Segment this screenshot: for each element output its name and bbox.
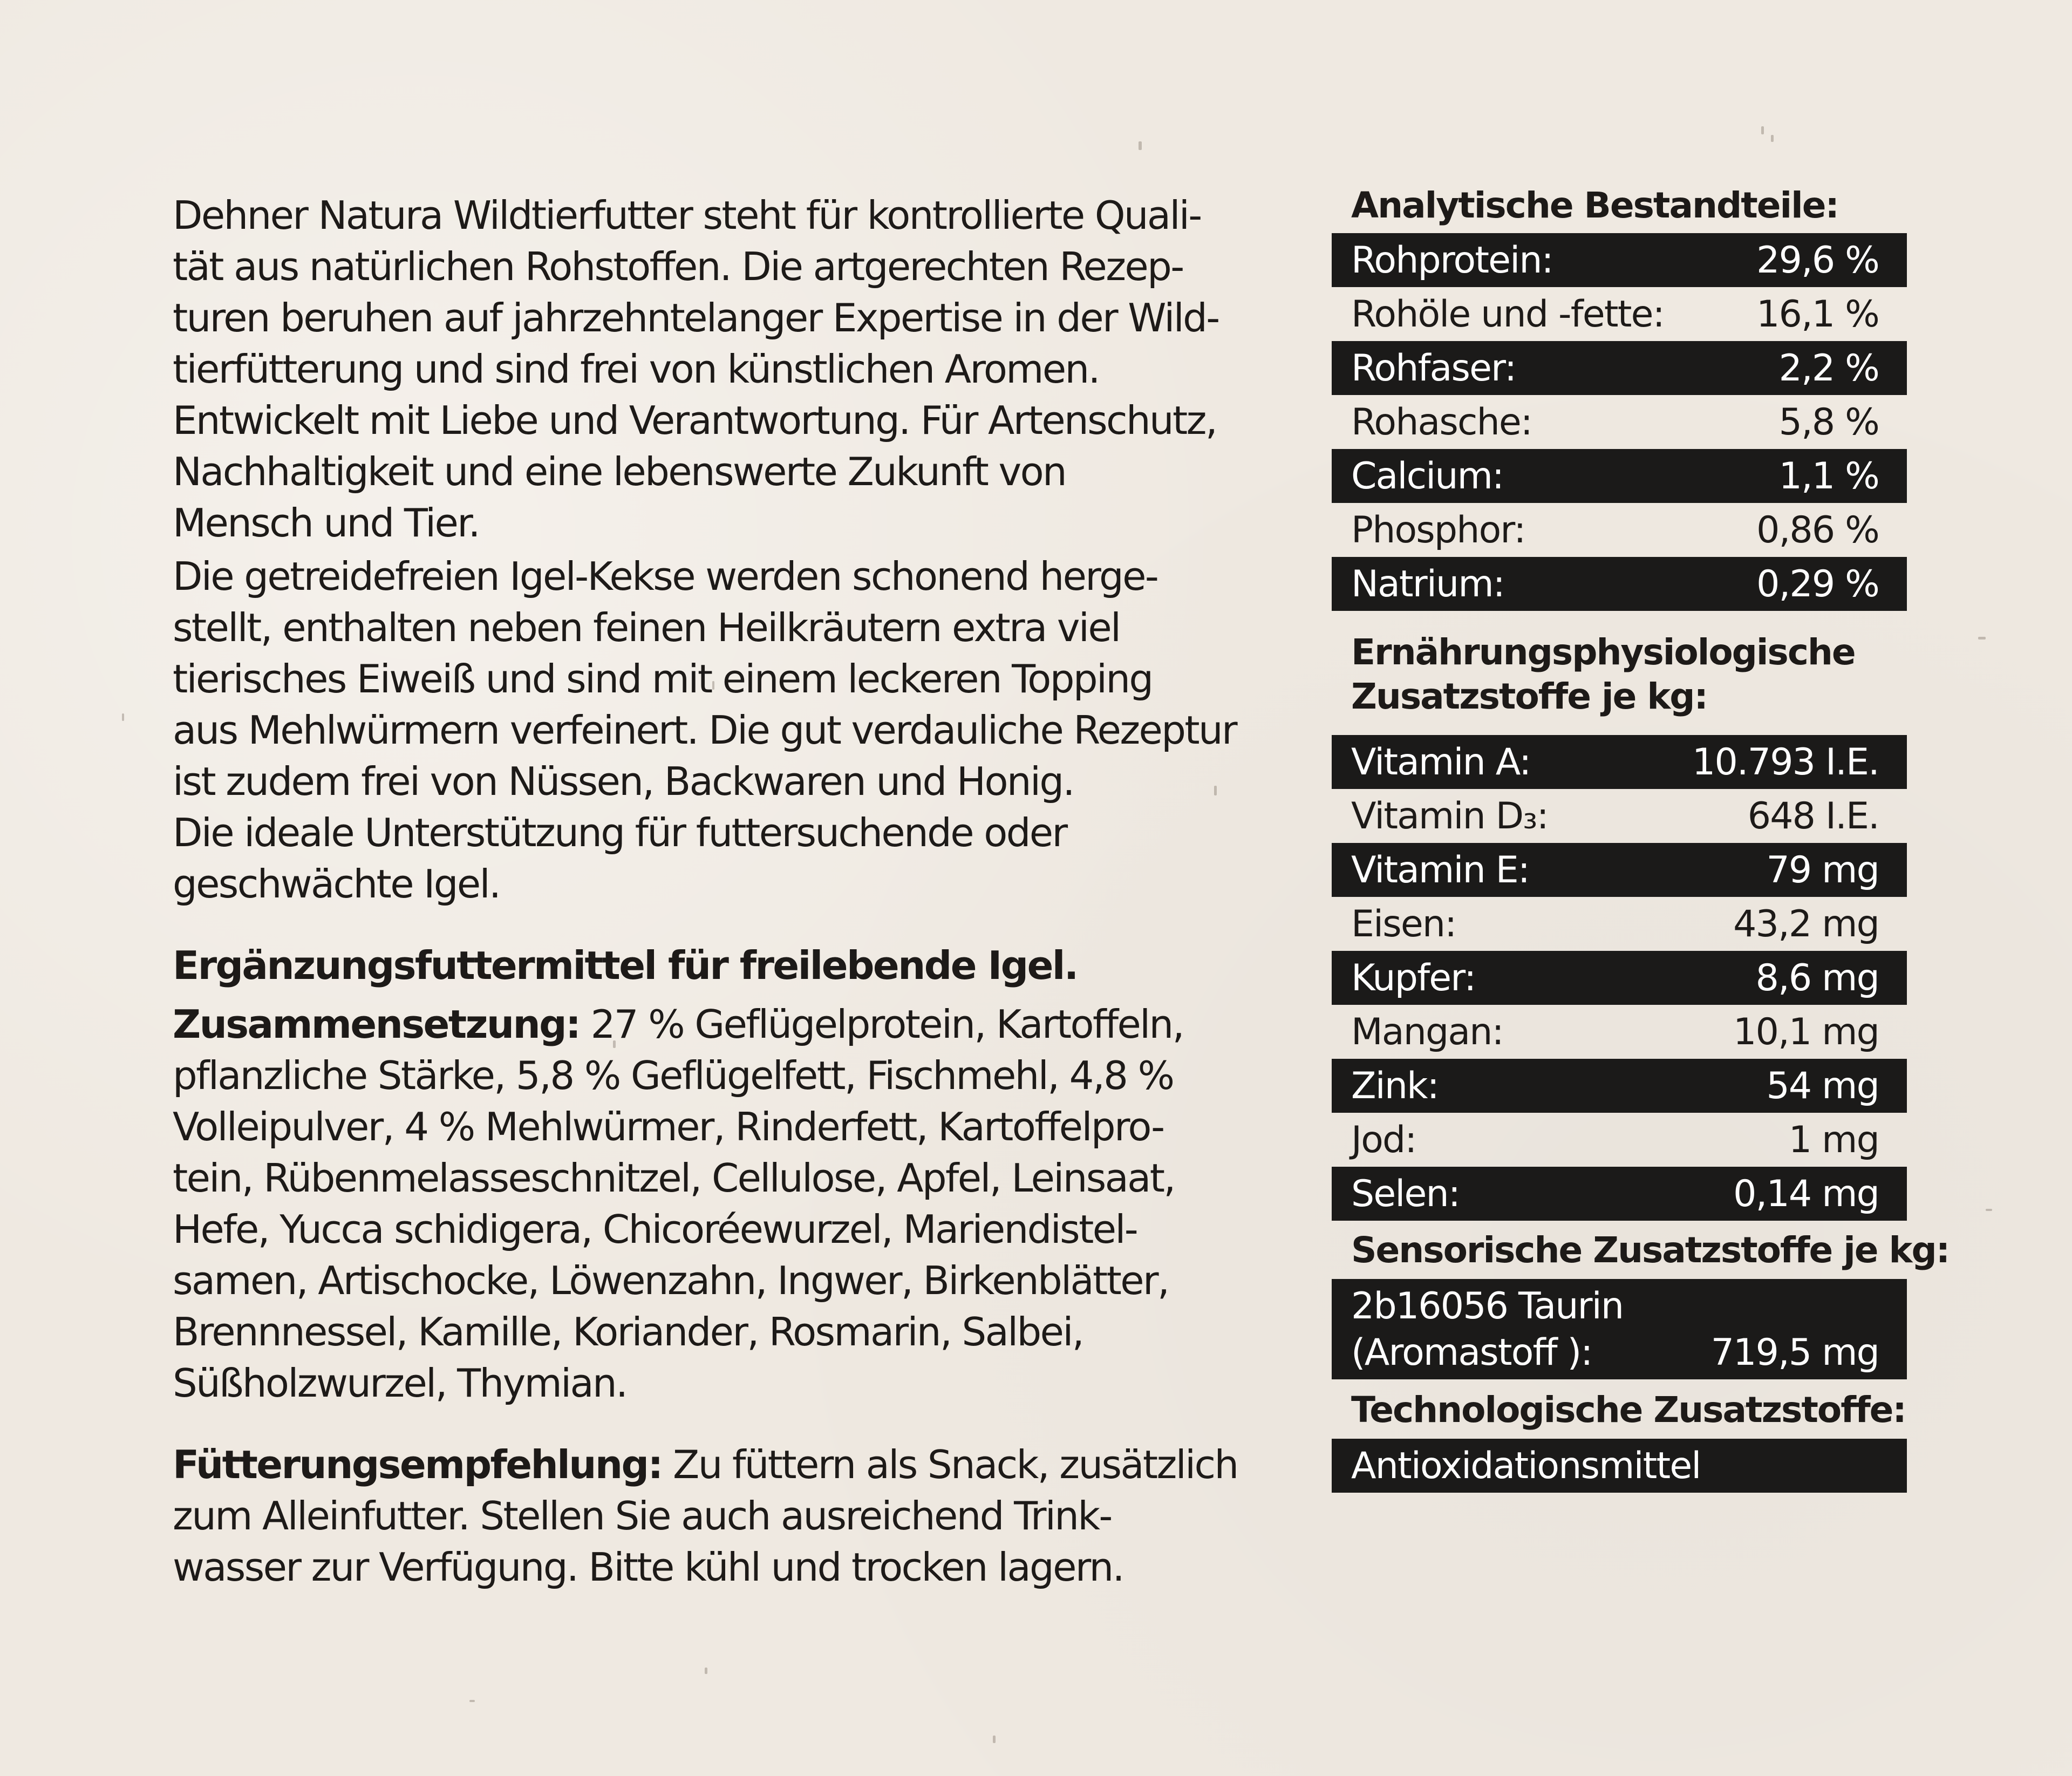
paper-fleck xyxy=(122,713,124,721)
table-row xyxy=(1332,735,1907,789)
composition-first-line xyxy=(173,999,1209,1050)
text-line: tierfütterung und sind frei von künstlichen Aromen. xyxy=(173,346,1099,392)
row-value: 2,2 % xyxy=(1778,346,1879,390)
nutrition-column xyxy=(1332,183,1950,1493)
table-row xyxy=(1332,287,1907,341)
analytical-table xyxy=(1332,233,1907,611)
table-row xyxy=(1332,503,1907,557)
paper-fleck xyxy=(993,1736,996,1743)
brand-description xyxy=(173,190,1219,549)
paper-fleck xyxy=(1214,786,1217,795)
row-label: Vitamin A: xyxy=(1351,740,1531,784)
nutritional-additives-table xyxy=(1332,735,1907,1221)
text-line: Die ideale Unterstützung für futtersuchende oder xyxy=(173,810,1067,855)
row-label: Natrium: xyxy=(1351,562,1504,605)
paper-fleck xyxy=(1139,141,1142,150)
row-value: 648 I.E. xyxy=(1747,794,1879,838)
sensory-additives-row xyxy=(1332,1279,1907,1379)
row-value: 10,1 mg xyxy=(1733,1010,1879,1053)
text-line: turen beruhen auf jahrzehntelanger Expertise in der Wild- xyxy=(173,295,1219,341)
row-label: Eisen: xyxy=(1351,902,1456,945)
table-row xyxy=(1332,557,1907,611)
text-line: Volleipulver, 4 % Mehlwürmer, Rinderfett, Kartoffelpro- xyxy=(173,1104,1164,1149)
row-label: (Aromastoff ): xyxy=(1351,1331,1592,1374)
text-line: aus Mehlwürmern verfeinert. Die gut verdauliche Rezeptur xyxy=(173,707,1236,753)
text-line: Süßholzwurzel, Thymian. xyxy=(173,1360,627,1406)
paper-fleck xyxy=(1986,1209,1992,1211)
row-value: 43,2 mg xyxy=(1733,902,1879,945)
text-line: pflanzliche Stärke, 5,8 % Geflügelfett, Fischmehl, 4,8 % xyxy=(173,1053,1174,1098)
row-value: 0,86 % xyxy=(1756,508,1879,552)
heading-line: Ernährungsphysiologische xyxy=(1351,631,1855,673)
text-line: geschwächte Igel. xyxy=(173,861,500,907)
product-type xyxy=(173,940,1209,991)
table-row xyxy=(1332,449,1907,503)
table-row xyxy=(1332,341,1907,395)
text-line: tät aus natürlichen Rohstoffen. Die artgerechten Rezep- xyxy=(173,244,1183,289)
paper-fleck xyxy=(469,1700,475,1702)
row-value: 79 mg xyxy=(1766,848,1879,892)
text-line: samen, Artischocke, Löwenzahn, Ingwer, Birkenblätter, xyxy=(173,1258,1169,1303)
row-label: Vitamin D₃: xyxy=(1351,794,1548,838)
feeding-label: Fütterungsempfehlung: xyxy=(173,1442,662,1487)
row-value: 54 mg xyxy=(1766,1064,1879,1107)
table-row xyxy=(1332,951,1907,1005)
text-line: Dehner Natura Wildtierfutter steht für kontrollierte Quali- xyxy=(173,193,1201,238)
paper-fleck xyxy=(705,1668,707,1674)
row-value: 1 mg xyxy=(1788,1118,1879,1161)
table-row xyxy=(1332,395,1907,449)
text-line: Entwickelt mit Liebe und Verantwortung. Für Artenschutz, xyxy=(173,398,1217,443)
row-value: 0,29 % xyxy=(1756,562,1879,605)
text-line: Nachhaltigkeit und eine lebenswerte Zukunft von xyxy=(173,449,1066,494)
paper-fleck xyxy=(1771,135,1774,142)
text-line: Brennnessel, Kamille, Koriander, Rosmarin, Salbei, xyxy=(173,1309,1083,1355)
sensory-line-2 xyxy=(1351,1330,1879,1376)
text-line: wasser zur Verfügung. Bitte kühl und trocken lagern. xyxy=(173,1544,1123,1590)
table-row xyxy=(1332,1113,1907,1167)
table-row xyxy=(1332,1059,1907,1113)
row-value: 0,14 mg xyxy=(1733,1172,1879,1215)
text-line: ist zudem frei von Nüssen, Backwaren und Honig. xyxy=(173,759,1074,804)
composition-text: 27 % Geflügelprotein, Kartoffeln, xyxy=(580,1002,1183,1047)
composition-label: Zusammensetzung: xyxy=(173,1002,580,1047)
row-label: Jod: xyxy=(1351,1118,1416,1161)
row-value: 1,1 % xyxy=(1778,454,1879,498)
text-line: zum Alleinfutter. Stellen Sie auch ausreichend Trink- xyxy=(173,1493,1112,1539)
table-row xyxy=(1332,897,1907,951)
row-value: 16,1 % xyxy=(1756,292,1879,336)
row-label: Kupfer: xyxy=(1351,956,1476,999)
row-value: 8,6 mg xyxy=(1755,956,1879,999)
sensory-line-1: 2b16056 Taurin xyxy=(1351,1285,1624,1328)
paper-fleck xyxy=(1978,637,1986,639)
text-line: Mensch und Tier. xyxy=(173,500,479,546)
row-label: Rohprotein: xyxy=(1351,239,1553,282)
row-label: Antioxidationsmittel xyxy=(1351,1444,1701,1487)
sensory-additives-heading: Sensorische Zusatzstoffe je kg: xyxy=(1351,1229,1950,1271)
row-label: Rohfaser: xyxy=(1351,346,1516,390)
table-row xyxy=(1332,789,1907,843)
product-type-title: Ergänzungsfuttermittel für freilebende Igel. xyxy=(173,943,1078,988)
row-label: Selen: xyxy=(1351,1172,1460,1215)
feeding-text: Zu füttern als Snack, zusätzlich xyxy=(662,1442,1238,1487)
table-row xyxy=(1332,1005,1907,1059)
row-label: Rohöle und -fette: xyxy=(1351,292,1664,336)
row-value: 10.793 I.E. xyxy=(1692,740,1879,784)
row-value: 719,5 mg xyxy=(1710,1331,1879,1374)
row-label: Zink: xyxy=(1351,1064,1439,1107)
row-label: Vitamin E: xyxy=(1351,848,1529,892)
table-row xyxy=(1332,1167,1907,1221)
product-description xyxy=(173,551,1236,910)
table-row xyxy=(1332,233,1907,287)
nutritional-additives-heading xyxy=(1332,630,1907,719)
paper-fleck xyxy=(1761,126,1764,134)
row-label: Rohasche: xyxy=(1351,400,1532,444)
heading-line: Zusatzstoffe je kg: xyxy=(1351,676,1707,717)
product-description-column xyxy=(173,190,1238,1595)
text-line: stellt, enthalten neben feinen Heilkräutern extra viel xyxy=(173,605,1120,650)
row-label: Calcium: xyxy=(1351,454,1504,498)
technological-additives-heading: Technologische Zusatzstoffe: xyxy=(1351,1389,1906,1431)
table-row xyxy=(1332,843,1907,897)
feeding-section xyxy=(173,1439,1238,1593)
composition-section xyxy=(173,999,1209,1409)
analytical-heading: Analytische Bestandteile: xyxy=(1351,185,1838,226)
feeding-first-line xyxy=(173,1439,1238,1491)
text-line: Hefe, Yucca schidigera, Chicoréewurzel, Mariendistel- xyxy=(173,1207,1137,1252)
technological-additives-row xyxy=(1332,1439,1907,1493)
text-line: Die getreidefreien Igel-Kekse werden schonend herge- xyxy=(173,554,1158,599)
text-line: tierisches Eiweiß und sind mit einem leckeren Topping xyxy=(173,656,1153,702)
row-value: 5,8 % xyxy=(1778,400,1879,444)
row-label: Phosphor: xyxy=(1351,508,1525,552)
row-label: Mangan: xyxy=(1351,1010,1503,1053)
row-value: 29,6 % xyxy=(1756,239,1879,282)
text-line: tein, Rübenmelasseschnitzel, Cellulose, Apfel, Leinsaat, xyxy=(173,1155,1175,1201)
